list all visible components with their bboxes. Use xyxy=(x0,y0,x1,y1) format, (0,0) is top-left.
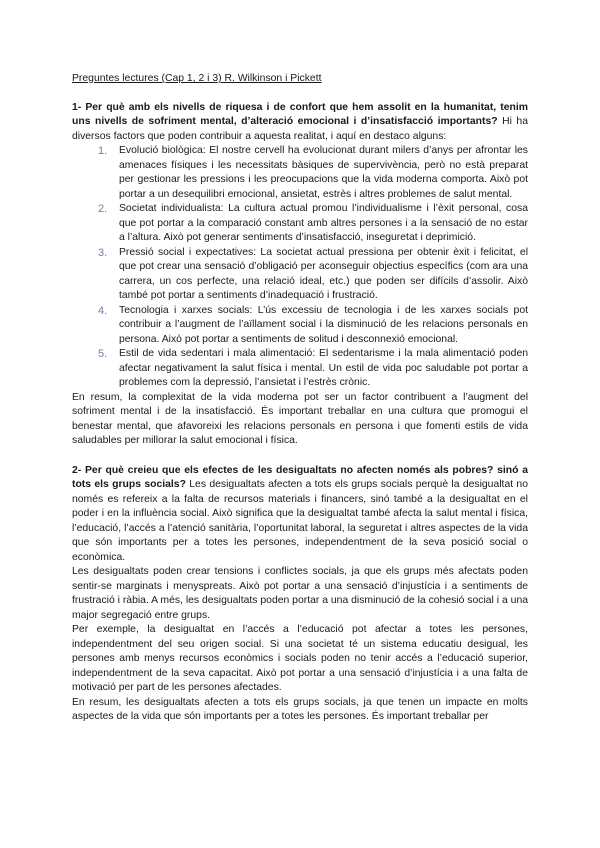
list-item xyxy=(72,304,528,348)
list-item xyxy=(72,246,528,304)
question-2-paragraph-2: Les desigualtats poden crear tensions i conflictes socials, ja que els grups més afectats poden sentir-se marginats i menyspreats. Això pot portar a una sensació d’injustícia i a sentiments de frustració i ràbia. A més, les desigualtats poden portar a una disminució de la cohesió social i a una major segregació entre grups. xyxy=(72,566,528,621)
list-item xyxy=(72,144,528,202)
list-number: 5. xyxy=(98,348,108,360)
question-1-intro: Hi ha diversos factors que poden contribuir a aquesta realitat, i aquí en destaco alguns: xyxy=(72,116,528,142)
list-item-text: Pressió social i expectatives: La societat actual pressiona per obtenir èxit i felicitat, el que pot crear una sensació d’obligació per aconseguir objectius específics (com ara una carrera, un cos perfecte, una relació ideal, etc.) que poden ser difícils d’assolir. Això també pot portar a sentiments d’inadequació i frustració. xyxy=(119,246,528,301)
list-item-text: Societat individualista: La cultura actual promou l’individualisme i l’èxit personal, cosa que pot portar a la comparació constant amb altres persones i a la sensació de no estar a l’altura. Això pot generar sentiments d’insatisfacció, inseguretat i deprimició. xyxy=(119,203,528,243)
question-1-conclusion: En resum, la complexitat de la vida moderna pot ser un factor contribuent a l’augment del sofriment mental i de la insatisfacció. És important treballar en una cultura que promogui el benestar mental, que afavoreixi les relacions personals en persona i que fomenti estils de vida saludables per millorar la salut emocional i física. xyxy=(72,391,528,446)
list-item xyxy=(72,202,528,246)
list-item-text: Tecnologia i xarxes socials: L’ús excessiu de tecnologia i de les xarxes socials pot contribuir a l’augment de l’aïllament social i la disminució de les relacions personals en persona. Això pot portar a sentiments de solitud i desconnexió emocional. xyxy=(119,304,528,345)
list-number: 2. xyxy=(98,203,108,215)
list-item-text: Evolució biològica: El nostre cervell ha evolucionat durant milers d’anys per afrontar les amenaces físiques i les necessitats bàsiques de supervivència, però no està preparat per gestionar les pressions i les preocupacions que la vida moderna comporta. Això pot portar a un desequilibri emocional, ansietat, estrès i altres problemes de salut mental. xyxy=(119,145,528,200)
list-number: 1. xyxy=(98,145,108,157)
question-2-heading: 2- Per què creieu que els efectes de les desigualtats no afecten només als pobres? sinó a tots els grups socials? xyxy=(72,464,528,490)
question-2-paragraph-4: En resum, les desigualtats afecten a tots els grups socials, ja que tenen un impacte en molts aspectes de la vida que són importants per a totes les persones. És important treballar per xyxy=(72,696,528,722)
question-2-paragraph xyxy=(72,464,528,566)
question-2-answer-start: Les desigualtats afecten a tots els grups socials perquè la desigualtat no només es refereix a la falta de recursos materials i financers, sinó també a la desigualtat en el poder i en la influència social. Això significa que la desigualtat també afecta la salut mental i física, l’educació, l’accés a l’atenció sanitària, l’oportunitat laboral, la seguretat i altres aspectes de la vida que són importants per a totes les persones, independentment de la seva posició social o econòmica. xyxy=(72,479,528,563)
section-spacer xyxy=(72,449,528,464)
document-page xyxy=(72,72,528,725)
document-title: Preguntes lectures (Cap 1, 2 i 3) R. Wilkinson i Pickett xyxy=(72,73,322,84)
list-item-text: Estil de vida sedentari i mala alimentació: El sedentarisme i la mala alimentació poden afectar negativament la salut física i mental. Un estil de vida poc saludable pot portar a problemes com la depressió, l’ansietat i l’estrès crònic. xyxy=(119,348,528,388)
list-item xyxy=(72,347,528,391)
list-number: 4. xyxy=(98,304,108,317)
factors-list xyxy=(72,144,528,391)
question-1-heading: 1- Per què amb els nivells de riquesa i de confort que hem assolit en la humanitat, tenim uns nivells de sofriment mental, d’alteració emocional i d’insatisfacció importants? xyxy=(72,101,528,127)
question-1-paragraph xyxy=(72,101,528,145)
question-2-paragraph-3: Per exemple, la desigualtat en l’accés a l’educació pot afectar a totes les persones, independentment del seu origen social. Si una societat té un sistema educatiu desigual, les persones amb menys recursos econòmics i socials poden no tenir accés a l’educació superior, independentment de la seva capacitat. Això pot portar a una sensació d’injustícia i a una falta de motivació per part de les persones afectades. xyxy=(72,624,528,693)
list-number: 3. xyxy=(98,246,108,259)
